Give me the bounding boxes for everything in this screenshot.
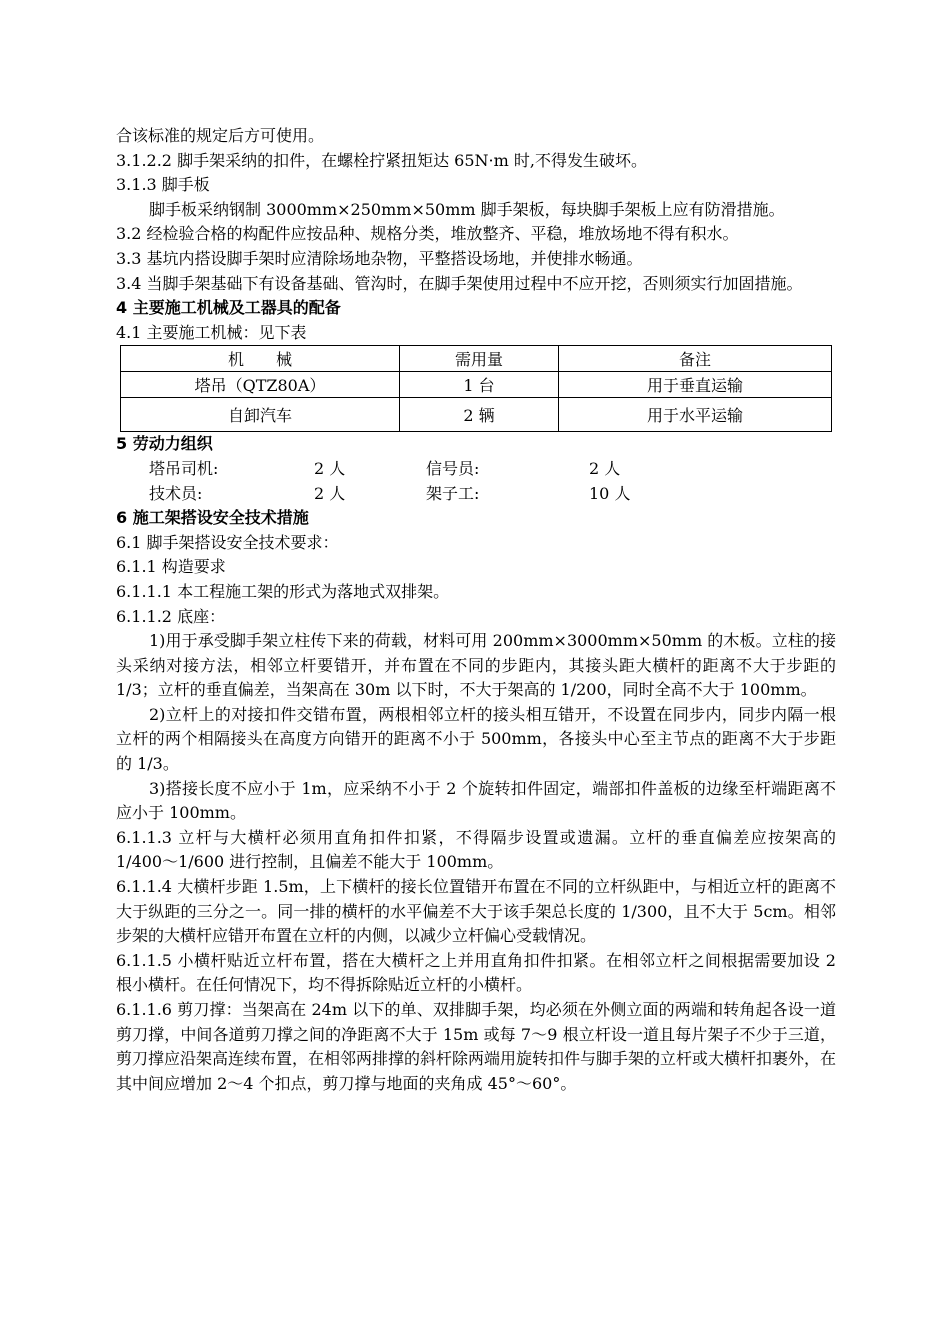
paragraph-base-3: 3)搭接长度不应小于 1m，应采纳不小于 2 个旋转扣件固定，端部扣件盖板的边缘至杆端距离不应小于 100mm。 <box>116 778 836 823</box>
table-cell: 用于水平运输 <box>559 398 832 432</box>
text-line: 3.2 经检验合格的构配件应按品种、规格分类，堆放整齐、平稳，堆放场地不得有积水。 <box>116 224 739 244</box>
table-header-row <box>121 346 832 372</box>
table-header-cell: 需用量 <box>400 346 559 372</box>
paragraph-base-2: 2)立杆上的对接扣件交错布置，两根相邻立杆的接头相互错开，不设置在同步内，同步内隔一根立杆的两个相隔接头在高度方向错开的距离不小于 500mm，各接头中心至主节点的距离不大于步距的 1/3。 <box>116 704 836 774</box>
section-heading-5: 5 劳动力组织 <box>116 434 213 454</box>
staff-role: 塔吊司机: <box>149 458 219 478</box>
subsection-4-1: 4.1 主要施工机械：见下表 <box>116 322 307 342</box>
staff-role: 信号员: <box>426 458 480 478</box>
text-line: 3.3 基坑内搭设脚手架时应清除场地杂物，平整搭设场地，并使排水畅通。 <box>116 248 643 268</box>
text-line: 6.1.1 构造要求 <box>116 557 226 577</box>
paragraph-plank: 脚手板采纳钢制 3000mm×250mm×50mm 脚手架板，每块脚手架板上应有防滑措施。 <box>149 199 785 219</box>
table-row <box>121 398 832 432</box>
staff-count: 2 人 <box>314 458 346 478</box>
table-cell: 1 台 <box>400 372 559 398</box>
text-line: 6.1.1.1 本工程施工架的形式为落地式双排架。 <box>116 581 450 601</box>
table-header-cell: 备注 <box>559 346 832 372</box>
paragraph-base-1: 1)用于承受脚手架立柱传下来的荷载，材料可用 200mm×3000mm×50mm 的木板。立柱的接头采纳对接方法，相邻立杆要错开，并布置在不同的步距内，其接头距大横杆的距离不大于步距的 1/3；立杆的垂直偏差，当架高在 30m 以下时，不大于架高的 1/200，同时全高不大于 100mm。 <box>116 631 836 700</box>
paragraph-6-1-1-4: 6.1.1.4 大横杆步距 1.5m，上下横杆的接长位置错开布置在不同的立杆纵距中，与相近立杆的距离不大于纵距的三分之一。同一排的横杆的水平偏差不大于该手架总长度的 1/300，且不大于 5cm。相邻步架的大横杆应错开布置在立杆的内侧，以减少立杆偏心受载情况。 <box>116 877 836 946</box>
text-line: 6.1 脚手架搭设安全技术要求： <box>116 532 339 552</box>
text-line: 6.1.1.2 底座： <box>116 606 226 626</box>
text-line: 合该标准的规定后方可使用。 <box>116 126 325 145</box>
table-cell: 塔吊（QTZ80A） <box>121 372 400 398</box>
staff-role: 技术员: <box>149 483 203 503</box>
document-page <box>116 124 836 1096</box>
section-heading-4: 4 主要施工机械及工器具的配备 <box>116 298 341 318</box>
staff-role: 架子工: <box>426 483 480 503</box>
staff-count: 10 人 <box>589 483 631 503</box>
table-row <box>121 372 832 398</box>
table-cell: 用于垂直运输 <box>559 372 832 398</box>
machinery-table <box>120 345 832 432</box>
table-header-cell: 机 械 <box>121 346 400 372</box>
text-line: 3.1.2.2 脚手架采纳的扣件，在螺栓拧紧扭矩达 65N·m 时,不得发生破坏。 <box>116 150 647 170</box>
staff-count: 2 人 <box>589 458 621 478</box>
text-line: 3.1.3 脚手板 <box>116 175 210 195</box>
table-cell: 自卸汽车 <box>121 398 400 432</box>
paragraph-3-4: 3.4 当脚手架基础下有设备基础、管沟时，在脚手架使用过程中不应开挖，否则须实行加固措施。 <box>116 273 803 293</box>
staff-row <box>116 457 836 482</box>
staff-count: 2 人 <box>314 483 346 503</box>
section-heading-6: 6 施工架搭设安全技术措施 <box>116 508 309 528</box>
paragraph-6-1-1-6: 6.1.1.6 剪刀撑：当架高在 24m 以下的单、双排脚手架，均必须在外侧立面的两端和转角起各设一道剪刀撑，中间各道剪刀撑之间的净距离不大于 15m 或每 7～9 根立杆设一道且每片架子不少于三道，剪刀撑应沿架高连续布置，在相邻两排撑的斜杆除两端用旋转扣件与脚手架的立杆或大横杆扣裹外，在其中间应增加 2～4 个扣点，剪刀撑与地面的夹角成 45°～60°。 <box>116 1000 837 1093</box>
paragraph-6-1-1-3: 6.1.1.3 立杆与大横杆必须用直角扣件扣紧，不得隔步设置或遗漏。立杆的垂直偏差应按架高的 1/400～1/600 进行控制，且偏差不能大于 100mm。 <box>116 827 836 872</box>
table-cell: 2 辆 <box>400 398 559 432</box>
paragraph-6-1-1-5: 6.1.1.5 小横杆贴近立杆布置，搭在大横杆之上并用直角扣件扣紧。在相邻立杆之间根据需要加设 2 根小横杆。在任何情况下，均不得拆除贴近立杆的小横杆。 <box>116 950 836 995</box>
staff-row <box>116 482 836 507</box>
